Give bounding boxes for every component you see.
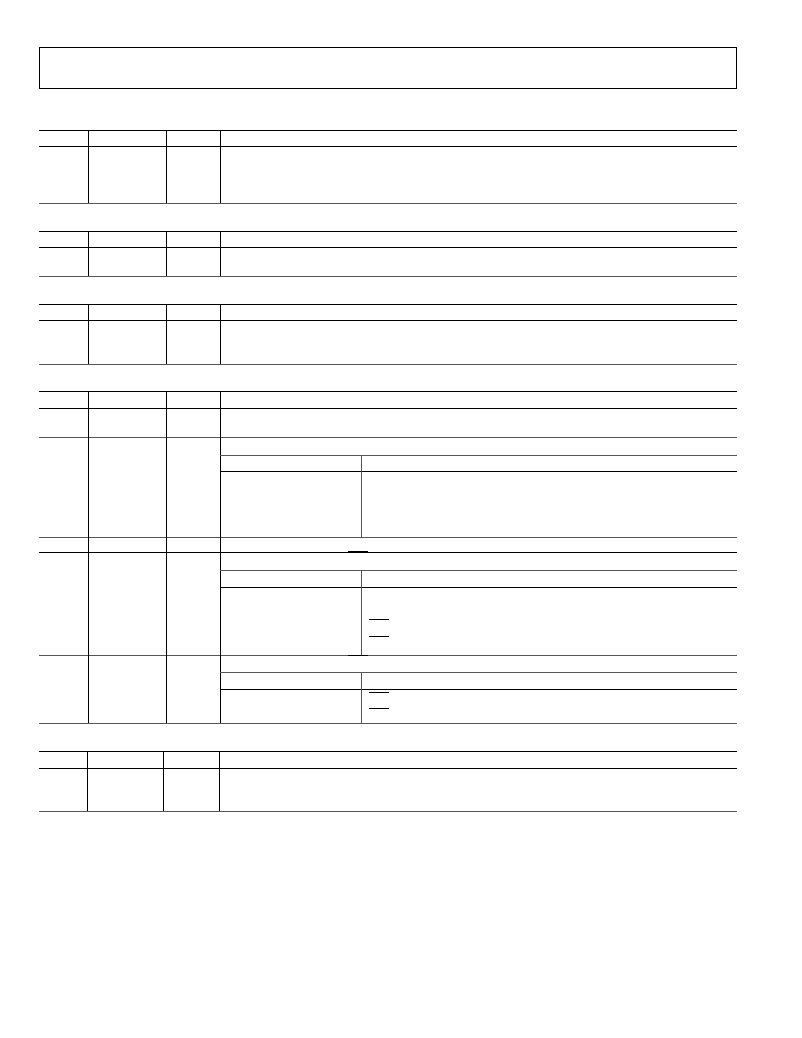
- signal-overbar: [369, 708, 389, 709]
- table-top-rule: [39, 231, 737, 232]
- subtable-column-divider: [361, 672, 362, 723]
- table-header-rule: [39, 146, 737, 147]
- column-divider: [88, 231, 89, 276]
- signal-overbar: [369, 692, 389, 693]
- column-divider: [87, 751, 88, 811]
- subtable-header-rule: [220, 471, 737, 472]
- table-top-rule: [39, 391, 737, 392]
- table-bottom-rule: [39, 276, 737, 277]
- page-header-box: [39, 47, 737, 89]
- column-divider: [220, 304, 221, 364]
- table-header-rule: [39, 247, 737, 248]
- table-top-rule: [39, 751, 737, 752]
- signal-overbar: [369, 619, 389, 620]
- column-divider: [166, 391, 167, 723]
- column-divider: [219, 751, 220, 811]
- row-rule: [39, 437, 737, 438]
- column-divider: [220, 231, 221, 276]
- column-divider: [220, 391, 221, 723]
- subtable-header-rule: [220, 587, 737, 588]
- column-divider: [88, 391, 89, 723]
- table-top-rule: [39, 304, 737, 305]
- table-header-rule: [39, 768, 737, 769]
- table-bottom-rule: [39, 203, 737, 204]
- column-divider: [88, 130, 89, 203]
- table-header-rule: [39, 320, 737, 321]
- column-divider: [166, 304, 167, 364]
- table-header-rule: [39, 408, 737, 409]
- column-divider: [88, 304, 89, 364]
- table-bottom-rule: [39, 811, 737, 812]
- column-divider: [163, 751, 164, 811]
- table-bottom-rule: [39, 364, 737, 365]
- subtable-column-divider: [361, 455, 362, 537]
- subtable-top-rule: [220, 672, 737, 673]
- signal-overbar: [369, 636, 389, 637]
- subtable-column-divider: [361, 570, 362, 655]
- row-rule: [39, 552, 737, 553]
- subtable-top-rule: [220, 455, 737, 456]
- column-divider: [220, 130, 221, 203]
- table-bottom-rule: [39, 723, 737, 724]
- signal-overbar: [348, 655, 368, 656]
- row-rule: [39, 655, 737, 656]
- column-divider: [166, 231, 167, 276]
- column-divider: [166, 130, 167, 203]
- signal-overbar: [348, 551, 368, 552]
- subtable-header-rule: [220, 689, 737, 690]
- subtable-top-rule: [220, 570, 737, 571]
- table-top-rule: [39, 130, 737, 131]
- row-rule: [39, 537, 737, 538]
